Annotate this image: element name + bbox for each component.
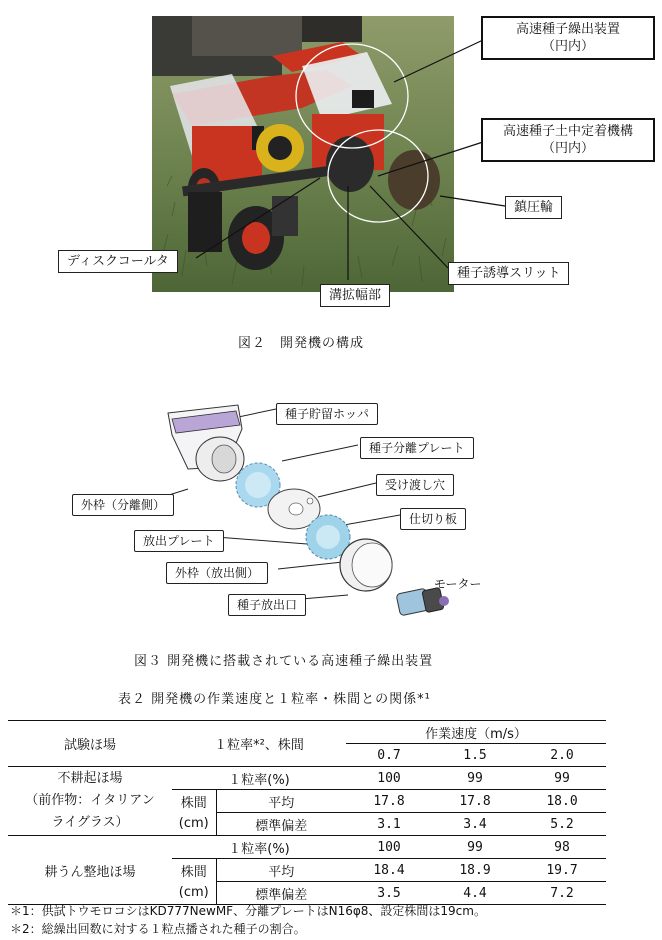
group1-name-line3: ライグラス） <box>51 815 129 830</box>
group2-mean-2: 18.9 <box>432 859 518 882</box>
group1-sd-3: 5.2 <box>518 813 606 836</box>
group1-mean-1: 17.8 <box>346 790 432 813</box>
group2-rate-label: １粒率(%) <box>172 836 346 859</box>
outer-frame-release-icon <box>340 539 392 591</box>
label-high-speed-feeder-text: 高速種子繰出装置 <box>515 22 620 37</box>
table-row <box>8 836 606 859</box>
label-press-wheel: 鎮圧輪 <box>505 196 562 219</box>
header-speed-1: 0.7 <box>346 744 432 767</box>
hopper-icon <box>168 405 244 481</box>
table2-note-1: ＊1：供試トウモロコシはKD777NewMF、分離プレートはN16φ8、設定株間は19cm。 <box>10 904 486 918</box>
group2-mean-label: 平均 <box>216 859 346 882</box>
label-handover-hole: 受け渡し穴 <box>376 474 454 496</box>
label-high-speed-feeder <box>481 16 655 60</box>
label-outer-frame-release: 外枠（放出側） <box>166 562 268 584</box>
group1-mean-2: 17.8 <box>432 790 518 813</box>
table-header-row <box>8 721 606 744</box>
group2-sd-1: 3.5 <box>346 882 432 905</box>
group1-sd-2: 3.4 <box>432 813 518 836</box>
group1-rate-3: 99 <box>518 767 606 790</box>
label-groove-width: 溝拡幅部 <box>320 284 390 307</box>
group1-mean-3: 18.0 <box>518 790 606 813</box>
group1-spacing-label: 株間 <box>180 795 207 811</box>
header-speed-2: 1.5 <box>432 744 518 767</box>
label-motor: モーター <box>434 577 482 591</box>
group2-name-cell: 耕うん整地ほ場 <box>8 836 172 905</box>
label-disc-coulter: ディスクコールタ <box>58 250 178 273</box>
header-speed: 作業速度（m/s） <box>346 721 606 744</box>
table2-note-2: ＊2：総繰出回数に対する１粒点播された種子の割合。 <box>10 922 306 936</box>
label-seed-slit: 種子誘導スリット <box>448 262 569 285</box>
group1-rate-label: １粒率(%) <box>172 767 346 790</box>
label-partition: 仕切り板 <box>400 508 466 530</box>
table2-caption: 表２ 開発機の作業速度と１粒率・株間との関係*¹ <box>118 692 431 707</box>
group1-sd-1: 3.1 <box>346 813 432 836</box>
group2-sd-3: 7.2 <box>518 882 606 905</box>
group2-rate-3: 98 <box>518 836 606 859</box>
group1-mean-label: 平均 <box>216 790 346 813</box>
label-separation-plate: 種子分離プレート <box>360 437 474 459</box>
group2-mean-1: 18.4 <box>346 859 432 882</box>
group1-spacing-unit: (cm) <box>172 813 216 836</box>
group1-name-line2: （前作物：イタリアン <box>25 793 155 808</box>
group2-rate-2: 99 <box>432 836 518 859</box>
label-seed-outlet: 種子放出口 <box>228 594 306 616</box>
group2-sd-label: 標準偏差 <box>216 882 346 905</box>
group2-sd-2: 4.4 <box>432 882 518 905</box>
group1-rate-1: 100 <box>346 767 432 790</box>
label-soil-placement <box>481 118 655 162</box>
group1-name-cell <box>8 767 172 836</box>
figure2-caption: 図２ 開発機の構成 <box>238 336 365 351</box>
group2-mean-3: 19.7 <box>518 859 606 882</box>
label-high-speed-feeder-sub: （円内） <box>541 39 594 54</box>
group2-rate-1: 100 <box>346 836 432 859</box>
label-soil-placement-sub: （円内） <box>541 141 594 156</box>
header-field: 試験ほ場 <box>8 721 172 767</box>
label-release-plate: 放出プレート <box>134 530 224 552</box>
label-soil-placement-text: 高速種子土中定着機構 <box>502 124 633 139</box>
header-speed-3: 2.0 <box>518 744 606 767</box>
table2 <box>8 720 606 905</box>
table-row <box>8 767 606 790</box>
group2-spacing-label: 株間 <box>180 864 207 880</box>
group1-name-line1: 不耕起ほ場 <box>57 771 123 786</box>
label-outer-frame-separation: 外枠（分離側） <box>72 494 174 516</box>
figure3-caption: 図３ 開発機に搭載されている高速種子繰出装置 <box>134 654 434 669</box>
group1-sd-label: 標準偏差 <box>216 813 346 836</box>
group1-rate-2: 99 <box>432 767 518 790</box>
label-hopper: 種子貯留ホッパ <box>276 403 378 425</box>
group2-spacing-unit: (cm) <box>172 882 216 905</box>
header-metric: １粒率*²、株間 <box>172 721 346 767</box>
